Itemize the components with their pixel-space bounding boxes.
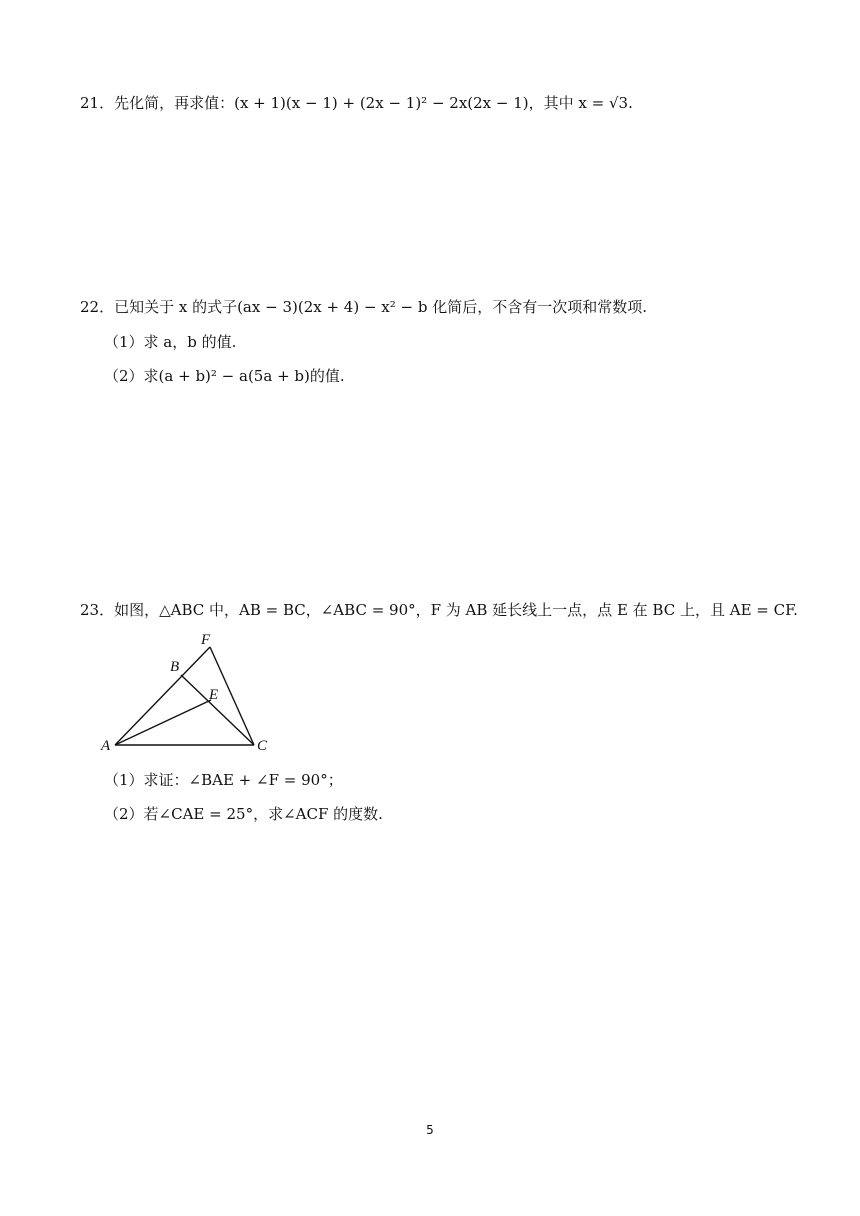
label-f: F [201, 632, 211, 648]
label-b: B [170, 659, 180, 675]
question-21: 21．先化简，再求值：(x + 1)(x − 1) + (2x − 1)² − 2x(2x − 1)，其中 x = √3. [80, 94, 633, 112]
label-a: A [101, 738, 111, 754]
triangle-figure [98, 628, 288, 758]
label-e: E [209, 687, 219, 703]
question-23-part-1: （1）求证：∠BAE + ∠F = 90°； [104, 771, 343, 789]
label-c: C [257, 738, 268, 754]
page-number: 5 [426, 1123, 434, 1137]
segment-ae [115, 700, 211, 745]
segment-bc [181, 675, 254, 745]
question-23-part-2: （2）若∠CAE = 25°，求∠ACF 的度数. [104, 805, 383, 823]
question-22-part-1: （1）求 a，b 的值. [104, 333, 237, 351]
question-22-part-2: （2）求(a + b)² − a(5a + b)的值. [104, 367, 345, 385]
question-23: 23．如图，△ABC 中，AB = BC，∠ABC = 90°，F 为 AB 延长线上一点，点 E 在 BC 上，且 AE = CF. [80, 601, 798, 619]
question-22: 22．已知关于 x 的式子(ax − 3)(2x + 4) − x² − b 化简后，不含有一次项和常数项. [80, 298, 648, 316]
segment-af [115, 647, 210, 745]
